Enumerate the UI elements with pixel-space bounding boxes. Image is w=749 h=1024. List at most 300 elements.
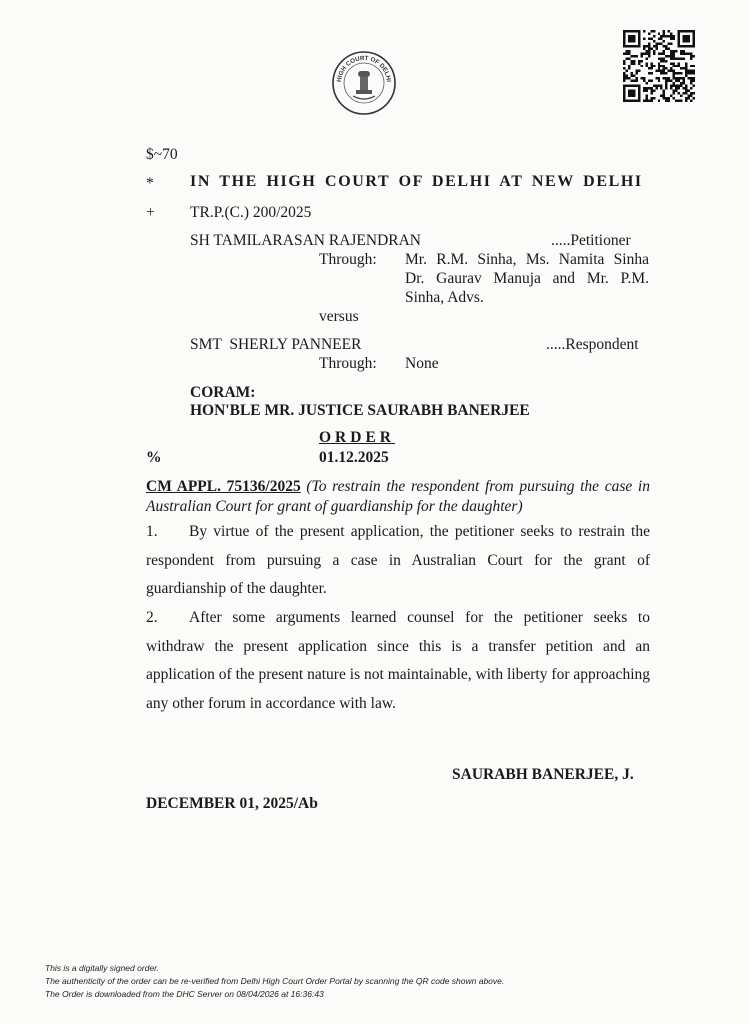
qr-module	[670, 95, 672, 97]
qr-module	[660, 37, 662, 39]
qr-module	[693, 42, 695, 44]
qr-module	[638, 60, 640, 62]
qr-module	[663, 57, 665, 59]
qr-module	[688, 70, 690, 72]
qr-module	[623, 52, 625, 54]
qr-module	[623, 67, 625, 69]
qr-module	[625, 52, 627, 54]
qr-module	[690, 95, 692, 97]
qr-module	[623, 77, 625, 79]
respondent-role: .....Respondent	[546, 336, 639, 353]
qr-module	[678, 85, 680, 87]
qr-module	[663, 97, 665, 99]
qr-module	[648, 45, 650, 47]
qr-module	[663, 40, 665, 42]
qr-module	[635, 85, 637, 87]
qr-module	[665, 80, 667, 82]
qr-module	[685, 52, 687, 54]
qr-module	[683, 37, 685, 39]
qr-module	[690, 65, 692, 67]
qr-module	[685, 97, 687, 99]
qr-module	[633, 60, 635, 62]
qr-module	[658, 52, 660, 54]
qr-module	[628, 85, 630, 87]
qr-module	[688, 52, 690, 54]
qr-module	[678, 42, 680, 44]
qr-module	[675, 85, 677, 87]
qr-module	[655, 77, 657, 79]
paragraph-2-number: 2.	[146, 609, 158, 626]
qr-module	[685, 67, 687, 69]
qr-module	[643, 100, 645, 102]
qr-module	[665, 67, 667, 69]
respondent-name: SMT SHERLY PANNEER	[190, 336, 362, 353]
qr-module	[673, 70, 675, 72]
qr-module	[680, 77, 682, 79]
qr-module	[650, 97, 652, 99]
qr-module	[678, 62, 680, 64]
qr-module	[643, 80, 645, 82]
qr-module	[655, 45, 657, 47]
qr-module	[625, 100, 627, 102]
qr-module	[680, 82, 682, 84]
coram-judge: HON'BLE MR. JUSTICE SAURABH BANERJEE	[190, 402, 530, 419]
qr-module	[640, 52, 642, 54]
qr-module	[690, 45, 692, 47]
qr-module	[628, 50, 630, 52]
qr-module	[648, 87, 650, 89]
qr-module	[663, 30, 665, 32]
paragraph-2	[146, 604, 650, 718]
qr-module	[623, 97, 625, 99]
qr-module	[650, 30, 652, 32]
qr-module	[640, 77, 642, 79]
qr-module	[623, 40, 625, 42]
qr-module	[643, 52, 645, 54]
qr-module	[630, 45, 632, 47]
qr-module	[648, 52, 650, 54]
qr-module	[665, 87, 667, 89]
qr-module	[693, 30, 695, 32]
qr-module	[648, 50, 650, 52]
qr-module	[658, 70, 660, 72]
qr-module	[673, 65, 675, 67]
qr-module	[638, 37, 640, 39]
qr-module	[653, 90, 655, 92]
qr-module	[688, 72, 690, 74]
qr-module	[678, 57, 680, 59]
qr-module	[665, 82, 667, 84]
qr-module	[638, 45, 640, 47]
petitioner-counsel-line-1: Mr. R.M. Sinha, Ms. Namita Sinha	[405, 251, 649, 268]
qr-module	[633, 35, 635, 37]
qr-module	[658, 57, 660, 59]
qr-module	[628, 77, 630, 79]
qr-module	[670, 42, 672, 44]
qr-module	[673, 92, 675, 94]
order-title: ORDER	[319, 429, 395, 446]
qr-module	[678, 77, 680, 79]
qr-module	[648, 42, 650, 44]
qr-module	[658, 77, 660, 79]
coram-label: CORAM:	[190, 384, 256, 401]
qr-module	[673, 52, 675, 54]
qr-module	[678, 92, 680, 94]
qr-module	[678, 35, 680, 37]
qr-module	[628, 35, 630, 37]
qr-module	[653, 50, 655, 52]
qr-module	[645, 97, 647, 99]
qr-module	[665, 55, 667, 57]
qr-module	[655, 87, 657, 89]
qr-module	[673, 37, 675, 39]
qr-module	[693, 45, 695, 47]
qr-module	[638, 35, 640, 37]
qr-module	[630, 85, 632, 87]
qr-module	[635, 55, 637, 57]
qr-module	[675, 80, 677, 82]
qr-module	[663, 90, 665, 92]
qr-module	[690, 80, 692, 82]
qr-module	[693, 55, 695, 57]
qr-module	[678, 65, 680, 67]
qr-module	[635, 77, 637, 79]
qr-module	[645, 87, 647, 89]
qr-module	[625, 57, 627, 59]
qr-module	[673, 82, 675, 84]
qr-module	[680, 45, 682, 47]
qr-module	[663, 92, 665, 94]
qr-module	[685, 45, 687, 47]
qr-module	[665, 77, 667, 79]
qr-module	[658, 62, 660, 64]
qr-module	[653, 35, 655, 37]
case-number: TR.P.(C.) 200/2025	[190, 204, 312, 221]
qr-module	[653, 97, 655, 99]
petitioner-counsel-line-2: Dr. Gaurav Manuja and Mr. P.M.	[405, 270, 649, 287]
qr-module	[673, 35, 675, 37]
respondent-counsel: None	[405, 355, 439, 372]
qr-module	[623, 95, 625, 97]
qr-module	[658, 42, 660, 44]
qr-module	[688, 97, 690, 99]
qr-module	[658, 37, 660, 39]
star-marker: *	[146, 175, 154, 192]
qr-module	[630, 37, 632, 39]
qr-module	[663, 77, 665, 79]
paragraph-2-text: After some arguments learned counsel for the petitioner seeks to withdraw the present application since this is a transfer petition and an application of the present nature is not maintainable, with liberty for approaching any other forum in accordance with law.	[146, 609, 650, 712]
qr-module	[640, 55, 642, 57]
qr-module	[638, 30, 640, 32]
qr-module	[628, 45, 630, 47]
qr-module	[683, 77, 685, 79]
qr-module	[628, 40, 630, 42]
qr-module	[628, 100, 630, 102]
qr-module	[665, 60, 667, 62]
qr-module	[670, 87, 672, 89]
seal-text: HIGH COURT OF DELHI	[335, 54, 392, 83]
qr-module	[688, 37, 690, 39]
qr-module	[650, 72, 652, 74]
qr-module	[650, 92, 652, 94]
qr-module	[668, 70, 670, 72]
qr-module	[685, 100, 687, 102]
qr-module	[638, 87, 640, 89]
qr-module	[638, 32, 640, 34]
qr-module	[683, 35, 685, 37]
qr-module	[690, 82, 692, 84]
qr-module	[673, 75, 675, 77]
qr-module	[675, 87, 677, 89]
qr-module	[645, 62, 647, 64]
qr-module	[623, 45, 625, 47]
qr-module	[690, 77, 692, 79]
qr-module	[670, 62, 672, 64]
qr-module	[653, 45, 655, 47]
qr-module	[690, 92, 692, 94]
qr-module	[663, 65, 665, 67]
qr-module	[645, 82, 647, 84]
qr-module	[638, 40, 640, 42]
qr-module	[625, 45, 627, 47]
qr-module	[678, 45, 680, 47]
qr-module	[645, 65, 647, 67]
qr-module	[693, 80, 695, 82]
qr-module	[643, 87, 645, 89]
qr-module	[660, 60, 662, 62]
qr-module	[653, 40, 655, 42]
qr-module	[670, 70, 672, 72]
qr-module	[663, 35, 665, 37]
qr-module	[660, 57, 662, 59]
qr-module	[633, 92, 635, 94]
qr-module	[658, 65, 660, 67]
paragraph-1	[146, 518, 650, 604]
qr-module	[625, 85, 627, 87]
qr-module	[633, 45, 635, 47]
qr-module	[628, 65, 630, 67]
qr-module	[693, 70, 695, 72]
qr-module	[633, 85, 635, 87]
qr-module	[633, 37, 635, 39]
qr-module	[638, 92, 640, 94]
qr-module	[648, 37, 650, 39]
application-description: (To restrain the respondent from pursuing the case in Australian Court for grant of guardianship for the daughter)	[146, 478, 650, 515]
qr-module	[673, 50, 675, 52]
qr-module	[660, 35, 662, 37]
qr-module	[685, 65, 687, 67]
qr-module	[645, 45, 647, 47]
qr-module	[673, 90, 675, 92]
qr-module	[690, 55, 692, 57]
qr-module	[630, 75, 632, 77]
qr-module	[690, 72, 692, 74]
qr-module	[638, 95, 640, 97]
qr-module	[683, 52, 685, 54]
qr-module	[663, 70, 665, 72]
order-date: 01.12.2025	[319, 449, 389, 466]
qr-module	[633, 55, 635, 57]
qr-module	[675, 57, 677, 59]
respondent-through-label: Through:	[319, 355, 377, 372]
qr-module	[678, 32, 680, 34]
qr-module	[638, 100, 640, 102]
application-heading	[146, 477, 650, 517]
qr-module	[628, 30, 630, 32]
qr-module	[623, 72, 625, 74]
qr-module	[685, 62, 687, 64]
qr-module	[623, 62, 625, 64]
qr-module	[668, 42, 670, 44]
qr-module	[678, 40, 680, 42]
qr-module	[690, 100, 692, 102]
qr-module	[660, 65, 662, 67]
qr-module	[670, 35, 672, 37]
qr-module	[643, 37, 645, 39]
qr-module	[658, 67, 660, 69]
qr-module	[658, 80, 660, 82]
qr-module	[638, 97, 640, 99]
qr-module	[630, 92, 632, 94]
qr-module	[693, 35, 695, 37]
qr-module	[665, 85, 667, 87]
qr-module	[675, 65, 677, 67]
signature-judge: SAURABH BANERJEE, J.	[452, 766, 634, 783]
qr-module	[653, 52, 655, 54]
qr-module	[658, 32, 660, 34]
qr-module	[685, 37, 687, 39]
qr-module	[663, 60, 665, 62]
qr-module	[678, 87, 680, 89]
qr-module	[650, 62, 652, 64]
qr-module	[678, 100, 680, 102]
qr-module	[630, 62, 632, 64]
qr-module	[665, 35, 667, 37]
qr-module	[685, 75, 687, 77]
qr-module	[668, 100, 670, 102]
qr-module	[680, 30, 682, 32]
qr-module	[628, 92, 630, 94]
qr-module	[693, 65, 695, 67]
qr-module	[625, 30, 627, 32]
qr-module	[668, 30, 670, 32]
qr-module	[660, 85, 662, 87]
qr-module	[623, 42, 625, 44]
qr-module	[673, 62, 675, 64]
qr-module	[683, 45, 685, 47]
qr-module	[628, 90, 630, 92]
qr-module	[648, 72, 650, 74]
qr-module	[685, 35, 687, 37]
qr-module	[690, 70, 692, 72]
qr-module	[658, 85, 660, 87]
qr-module	[650, 80, 652, 82]
qr-module	[678, 37, 680, 39]
qr-module	[658, 100, 660, 102]
petitioner-counsel-line-3: Sinha, Advs.	[405, 289, 484, 306]
qr-module	[693, 97, 695, 99]
qr-module	[688, 40, 690, 42]
qr-module	[643, 30, 645, 32]
qr-module	[663, 50, 665, 52]
qr-module	[623, 30, 625, 32]
qr-module	[648, 80, 650, 82]
qr-module	[653, 85, 655, 87]
qr-module	[635, 30, 637, 32]
qr-module	[693, 32, 695, 34]
qr-module	[693, 92, 695, 94]
qr-module	[643, 45, 645, 47]
footer-line-3: The Order is downloaded from the DHC Server on 08/04/2026 at 16:36:43	[45, 989, 324, 999]
qr-module	[645, 57, 647, 59]
qr-module	[623, 85, 625, 87]
qr-module	[693, 85, 695, 87]
qr-module	[683, 87, 685, 89]
qr-module	[678, 72, 680, 74]
qr-module	[660, 72, 662, 74]
qr-module	[670, 52, 672, 54]
qr-module	[675, 77, 677, 79]
qr-module	[633, 30, 635, 32]
qr-module	[680, 52, 682, 54]
qr-module	[670, 32, 672, 34]
qr-module	[673, 85, 675, 87]
qr-module	[633, 62, 635, 64]
qr-module	[663, 52, 665, 54]
qr-module	[675, 72, 677, 74]
qr-module	[673, 57, 675, 59]
qr-module	[635, 72, 637, 74]
qr-module	[660, 70, 662, 72]
qr-module	[685, 90, 687, 92]
footer-line-1: This is a digitally signed order.	[45, 963, 160, 973]
qr-module	[668, 47, 670, 49]
qr-module	[655, 70, 657, 72]
qr-module	[683, 50, 685, 52]
qr-module	[680, 57, 682, 59]
qr-module	[693, 72, 695, 74]
qr-module	[623, 32, 625, 34]
qr-module	[670, 50, 672, 52]
versus-label: versus	[319, 308, 359, 325]
qr-module	[648, 47, 650, 49]
qr-module	[635, 80, 637, 82]
qr-module	[668, 55, 670, 57]
qr-module	[683, 92, 685, 94]
qr-module	[650, 90, 652, 92]
qr-module	[650, 65, 652, 67]
serial-number: $~70	[146, 146, 178, 163]
qr-module	[685, 70, 687, 72]
qr-module	[690, 57, 692, 59]
qr-module	[638, 62, 640, 64]
qr-module	[630, 95, 632, 97]
qr-module	[653, 30, 655, 32]
qr-module	[633, 75, 635, 77]
qr-module	[690, 87, 692, 89]
qr-module	[623, 100, 625, 102]
qr-module	[685, 72, 687, 74]
qr-module	[675, 50, 677, 52]
qr-module	[680, 50, 682, 52]
qr-module	[675, 100, 677, 102]
qr-module	[683, 82, 685, 84]
qr-module	[623, 75, 625, 77]
qr-module	[663, 45, 665, 47]
qr-module	[630, 60, 632, 62]
qr-module	[623, 90, 625, 92]
qr-module	[690, 52, 692, 54]
